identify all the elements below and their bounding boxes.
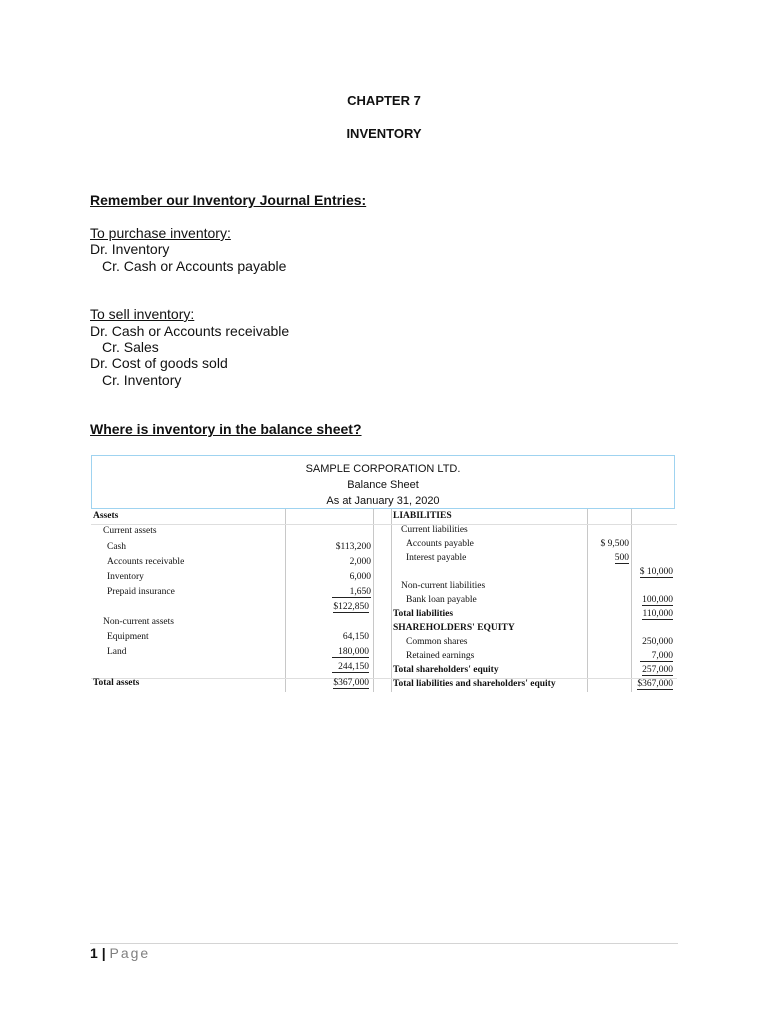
equity-heading: SHAREHOLDERS' EQUITY	[393, 623, 515, 633]
asset-label: Cash	[107, 542, 126, 552]
total-assets-label: Total assets	[93, 678, 140, 688]
grid-line	[373, 509, 374, 692]
page-word: Page	[109, 945, 151, 961]
equity-label: Common shares	[406, 637, 468, 647]
grand-total-value: $367,000	[637, 679, 673, 689]
grid-line	[391, 509, 392, 692]
asset-label: Inventory	[107, 572, 144, 582]
chapter-title: CHAPTER 7	[347, 93, 421, 108]
noncurrent-assets-total: 244,150	[287, 661, 369, 673]
journal-heading: Remember our Inventory Journal Entries:	[90, 192, 367, 208]
balance-sheet-question: Where is inventory in the balance sheet?	[90, 421, 362, 437]
sell-line: Cr. Inventory	[102, 372, 182, 388]
total-liabilities-value: 110,000	[642, 609, 673, 619]
balance-sheet-header	[91, 455, 675, 509]
asset-value: 64,150	[342, 632, 369, 642]
balance-sheet-table	[91, 509, 677, 692]
statement-title: Balance Sheet	[347, 479, 419, 491]
grid-line	[285, 509, 286, 692]
liabilities-heading: LIABILITIES	[393, 511, 452, 521]
total-equity-label: Total shareholders' equity	[393, 665, 499, 675]
sell-title: To sell inventory:	[90, 306, 195, 322]
grid-line	[91, 524, 677, 525]
liability-label: Interest payable	[406, 553, 467, 563]
liability-label: Bank loan payable	[406, 595, 477, 605]
asset-value: 6,000	[349, 572, 371, 582]
noncurrent-liabilities-heading: Non-current liabilities	[401, 581, 486, 591]
footer-separator: |	[101, 945, 106, 961]
grand-total-label: Total liabilities and shareholders' equity	[393, 679, 556, 689]
asset-label: Land	[107, 647, 127, 657]
asset-label: Prepaid insurance	[107, 587, 175, 597]
topic-title: INVENTORY	[346, 126, 422, 141]
current-liabilities-heading: Current liabilities	[401, 525, 468, 535]
sell-line: Cr. Sales	[102, 339, 159, 355]
purchase-line: Dr. Inventory	[90, 241, 170, 257]
equity-value: 7,000	[631, 650, 673, 662]
liability-label: Accounts payable	[406, 539, 474, 549]
equity-value: 250,000	[642, 637, 673, 647]
liability-value: $ 9,500	[600, 539, 629, 549]
sell-line: Dr. Cash or Accounts receivable	[90, 323, 290, 339]
assets-heading: Assets	[93, 511, 119, 521]
current-liabilities-total: $ 10,000	[639, 567, 673, 577]
liability-value: 500	[614, 553, 629, 563]
noncurrent-assets-heading: Non-current assets	[103, 617, 174, 627]
asset-value: $113,200	[335, 542, 371, 552]
page-footer	[90, 945, 150, 961]
total-assets-value: $367,000	[333, 678, 369, 688]
current-assets-total: $122,850	[333, 602, 369, 612]
asset-label: Accounts receivable	[107, 557, 185, 567]
purchase-line: Cr. Cash or Accounts payable	[102, 258, 287, 274]
asset-value: 1,650	[287, 586, 371, 598]
asset-value: 2,000	[349, 557, 371, 567]
grid-line	[91, 678, 677, 679]
company-name: SAMPLE CORPORATION LTD.	[305, 463, 461, 475]
statement-date: As at January 31, 2020	[326, 495, 440, 507]
sell-line: Dr. Cost of goods sold	[90, 355, 228, 371]
equity-label: Retained earnings	[406, 651, 475, 661]
liability-value: 100,000	[642, 595, 673, 605]
grid-line	[587, 509, 588, 692]
page-number: 1	[90, 945, 98, 961]
asset-value: 180,000	[287, 646, 369, 658]
total-liabilities-label: Total liabilities	[393, 609, 454, 619]
total-equity-value: 257,000	[642, 665, 673, 675]
asset-label: Equipment	[107, 632, 149, 642]
purchase-title: To purchase inventory:	[90, 225, 231, 241]
current-assets-heading: Current assets	[103, 526, 157, 536]
footer-rule	[90, 943, 678, 944]
